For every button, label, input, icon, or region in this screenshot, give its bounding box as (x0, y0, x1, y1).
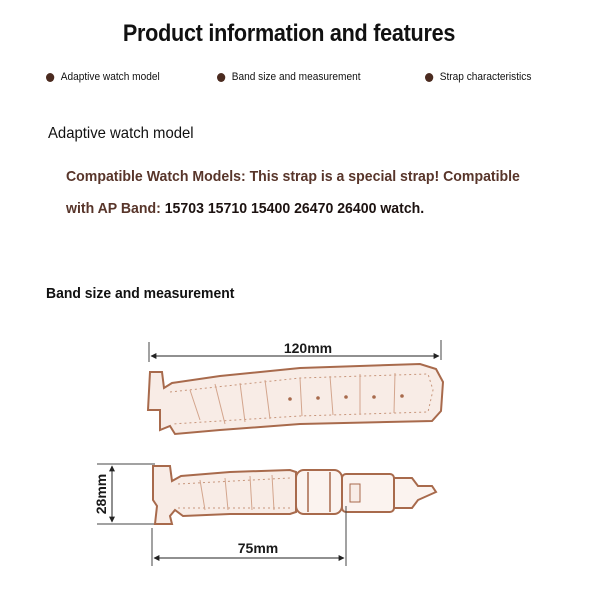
dimension-label-75mm: 75mm (237, 540, 279, 556)
nav-item-label: Strap characteristics (439, 71, 532, 83)
compatibility-prefix: with AP Band: (66, 200, 165, 217)
compatibility-suffix: watch. (376, 200, 425, 217)
compatibility-text-line-1: Compatible Watch Models: This strap is a special strap! Compatible (66, 168, 520, 185)
width-28-dimension (93, 464, 155, 524)
nav-item-label: Adaptive watch model (60, 71, 160, 83)
section-heading-adaptive-watch-model: Adaptive watch model (48, 125, 194, 142)
bullet-icon (217, 73, 225, 82)
strap-outline (148, 364, 443, 434)
clasp-lock (350, 484, 360, 502)
clasp-tip (394, 478, 436, 508)
section-heading-band-size: Band size and measurement (46, 285, 235, 302)
clasp-body (296, 470, 342, 514)
nav-item-band-size[interactable] (217, 70, 361, 84)
strap-hole (316, 396, 320, 400)
strap-hole (288, 397, 292, 401)
dimension-label-28mm: 28mm (93, 473, 109, 515)
bullet-icon (46, 73, 54, 82)
short-strap-piece (153, 466, 296, 524)
strap-hole (400, 394, 404, 398)
strap-hole (344, 395, 348, 399)
strap-hole (372, 395, 376, 399)
strap-outline (153, 466, 296, 524)
buckle-clasp (296, 470, 436, 514)
compatible-model-numbers: 15703 15710 15400 26470 26400 (164, 200, 377, 217)
nav-item-adaptive-watch-model[interactable] (46, 70, 160, 84)
page-title: Product information and features (122, 20, 456, 47)
length-120-dimension (149, 340, 441, 362)
nav-item-strap-characteristics[interactable] (425, 70, 531, 84)
bullet-icon (425, 73, 433, 82)
compatibility-text-line-2 (66, 200, 424, 217)
long-strap-piece (148, 364, 443, 434)
nav-item-label: Band size and measurement (231, 71, 361, 83)
strap-measurement-diagram (0, 330, 600, 600)
dimension-label-120mm: 120mm (283, 340, 333, 356)
